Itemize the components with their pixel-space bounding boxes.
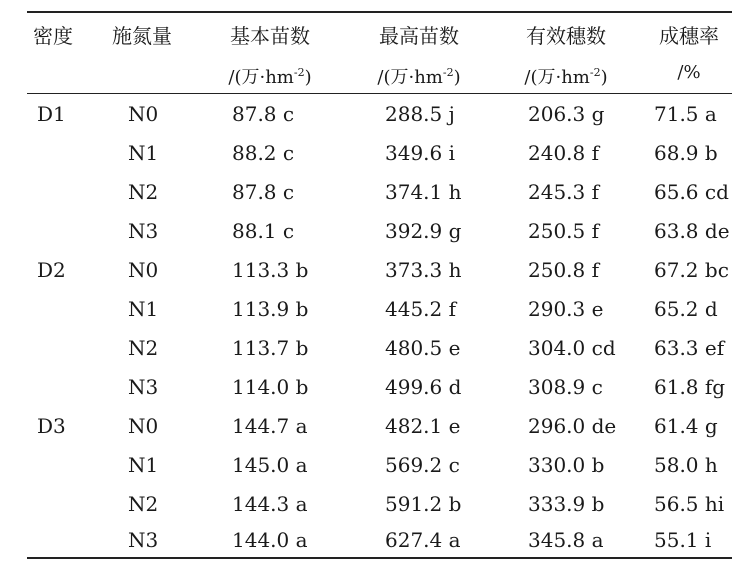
cell-rate: 61.8 fg <box>654 375 726 399</box>
cell-rate: 63.8 de <box>654 219 730 243</box>
cell-nitrogen: N0 <box>128 102 159 126</box>
unit-max-seedlings: /(万$\cdot hm^{-2}$) <box>377 66 461 88</box>
header-max-seedlings: 最高苗数 <box>379 24 459 48</box>
cell-max: 499.6 d <box>385 375 462 399</box>
cell-nitrogen: N2 <box>128 336 159 360</box>
cell-max: 627.4 a <box>385 528 461 552</box>
cell-density: D1 <box>37 102 66 126</box>
cell-effective: 245.3 f <box>528 180 600 204</box>
cell-effective: 290.3 e <box>528 297 604 321</box>
cell-nitrogen: N0 <box>128 414 159 438</box>
cell-max: 288.5 j <box>385 102 455 126</box>
cell-effective: 250.8 f <box>528 258 600 282</box>
cell-basic: 145.0 a <box>232 453 308 477</box>
cell-effective: 308.9 c <box>528 375 603 399</box>
cell-rate: 63.3 ef <box>654 336 725 360</box>
header-rule <box>27 93 732 94</box>
cell-nitrogen: N3 <box>128 528 159 552</box>
cell-nitrogen: N3 <box>128 375 159 399</box>
cell-basic: 113.7 b <box>232 336 309 360</box>
cell-basic: 87.8 c <box>232 102 295 126</box>
unit-effective-panicles: /(万$\cdot hm^{-2}$) <box>524 66 608 88</box>
bottom-rule <box>27 557 732 559</box>
cell-basic: 88.1 c <box>232 219 295 243</box>
cell-rate: 58.0 h <box>654 453 718 477</box>
cell-max: 392.9 g <box>385 219 462 243</box>
cell-max: 569.2 c <box>385 453 460 477</box>
cell-density: D3 <box>37 414 66 438</box>
header-nitrogen: 施氮量 <box>112 24 172 48</box>
cell-effective: 345.8 a <box>528 528 604 552</box>
header-density: 密度 <box>33 24 73 48</box>
cell-effective: 330.0 b <box>528 453 605 477</box>
cell-basic: 114.0 b <box>232 375 309 399</box>
cell-max: 445.2 f <box>385 297 457 321</box>
cell-basic: 113.9 b <box>232 297 309 321</box>
cell-nitrogen: N1 <box>128 141 159 165</box>
cell-effective: 240.8 f <box>528 141 600 165</box>
cell-max: 349.6 i <box>385 141 456 165</box>
cell-basic: 144.7 a <box>232 414 308 438</box>
cell-nitrogen: N2 <box>128 180 159 204</box>
cell-rate: 65.6 cd <box>654 180 729 204</box>
cell-max: 373.3 h <box>385 258 462 282</box>
cell-max: 480.5 e <box>385 336 461 360</box>
cell-basic: 87.8 c <box>232 180 295 204</box>
cell-rate: 61.4 g <box>654 414 718 438</box>
cell-nitrogen: N0 <box>128 258 159 282</box>
cell-rate: 55.1 i <box>654 528 712 552</box>
cell-effective: 296.0 de <box>528 414 617 438</box>
header-basic-seedlings: 基本苗数 <box>230 24 310 48</box>
cell-max: 482.1 e <box>385 414 461 438</box>
cell-nitrogen: N2 <box>128 492 159 516</box>
cell-rate: 68.9 b <box>654 141 718 165</box>
header-panicle-rate: 成穗率 <box>659 24 719 48</box>
cell-rate: 67.2 bc <box>654 258 729 282</box>
cell-nitrogen: N3 <box>128 219 159 243</box>
unit-panicle-rate: /% <box>677 62 701 83</box>
cell-basic: 88.2 c <box>232 141 295 165</box>
cell-rate: 65.2 d <box>654 297 718 321</box>
cell-max: 374.1 h <box>385 180 462 204</box>
cell-nitrogen: N1 <box>128 453 159 477</box>
cell-basic: 144.0 a <box>232 528 308 552</box>
cell-effective: 304.0 cd <box>528 336 616 360</box>
cell-max: 591.2 b <box>385 492 462 516</box>
header-effective-panicles: 有效穗数 <box>526 24 606 48</box>
cell-density: D2 <box>37 258 66 282</box>
cell-effective: 333.9 b <box>528 492 605 516</box>
top-rule <box>27 11 732 13</box>
cell-effective: 206.3 g <box>528 102 605 126</box>
cell-rate: 71.5 a <box>654 102 717 126</box>
unit-basic-seedlings: /(万$\cdot hm^{-2}$) <box>228 66 312 88</box>
cell-basic: 113.3 b <box>232 258 309 282</box>
cell-nitrogen: N1 <box>128 297 159 321</box>
cell-rate: 56.5 hi <box>654 492 725 516</box>
cell-basic: 144.3 a <box>232 492 308 516</box>
cell-effective: 250.5 f <box>528 219 600 243</box>
